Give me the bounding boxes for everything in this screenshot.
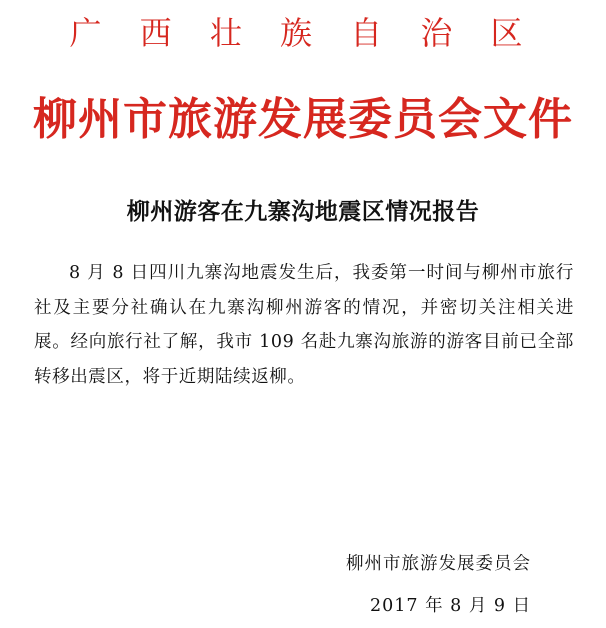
signature-organization: 柳州市旅游发展委员会 [346, 554, 531, 574]
document-date: 2017 年 8 月 9 日 [370, 596, 532, 616]
document-title-header: 柳州市旅游发展委员会文件 [33, 94, 573, 145]
issuing-region-header: 广 西 壮 族 自 治 区 [69, 14, 537, 52]
report-body-paragraph: 8 月 8 日四川九寨沟地震发生后，我委第一时间与柳州市旅行社及主要分社确认在九寨沟柳州游客的情况，并密切关注相关进展。经向旅行社了解，我市 109 名赴九寨沟旅游的游客目前已全部转移出震区，将于近期陆续返柳。 [34, 263, 574, 387]
report-title: 柳州游客在九寨沟地震区情况报告 [126, 198, 480, 225]
